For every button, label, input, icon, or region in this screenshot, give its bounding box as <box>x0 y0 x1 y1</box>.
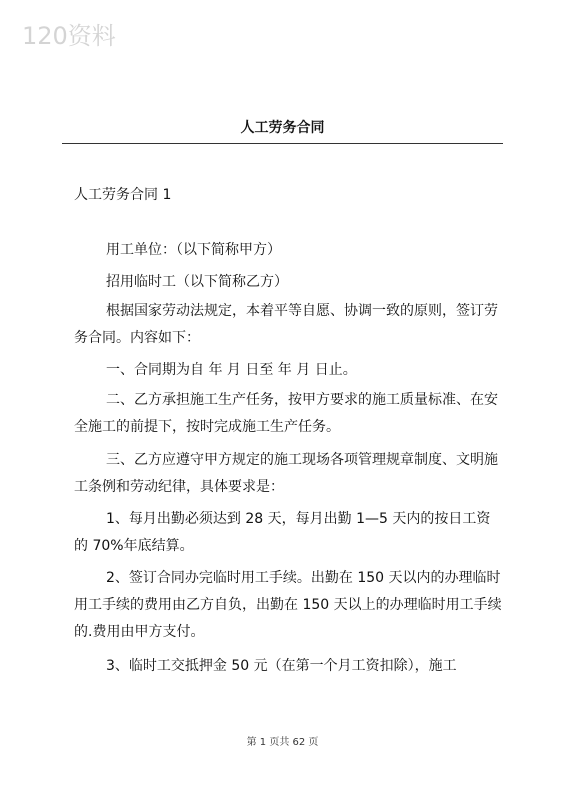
paragraph-item-2: 2、签订合同办完临时用工手续。出勤在 150 天以内的办理临时用工手续的费用由乙方自负，出勤在 150 天以上的办理临时用工手续的.费用由甲方支付。 <box>74 570 502 640</box>
paragraph-item-1: 1、每月出勤必须达到 28 天，每月出勤 1—5 天内的按日工资的 70%年底结算。 <box>74 511 491 554</box>
watermark: 120资料 <box>22 22 116 50</box>
page-footer: 第 1 页共 62 页 <box>246 737 319 748</box>
paragraph-intro: 根据国家劳动法规定，本着平等自愿、协调一致的原则，签订劳务合同。内容如下： <box>74 303 498 346</box>
document-subtitle: 人工劳务合同 1 <box>74 187 172 203</box>
paragraph-clause-2: 二、乙方承担施工生产任务，按甲方要求的施工质量标准、在安全施工的前提下，按时完成施工生产任务。 <box>74 392 498 435</box>
paragraph-employer: 用工单位：（以下简称甲方） <box>106 242 281 258</box>
paragraph-employee: 招用临时工（以下简称乙方） <box>106 274 288 290</box>
paragraph-clause-1: 一、合同期为自 年 月 日至 年 月 日止。 <box>106 362 357 378</box>
document-title: 人工劳务合同 <box>240 120 325 136</box>
paragraph-item-3: 3、临时工交抵押金 50 元（在第一个月工资扣除），施工 <box>106 658 457 674</box>
title-underline <box>62 143 503 144</box>
paragraph-clause-3: 三、乙方应遵守甲方规定的施工现场各项管理规章制度、文明施工条例和劳动纪律，具体要求是： <box>74 452 498 495</box>
